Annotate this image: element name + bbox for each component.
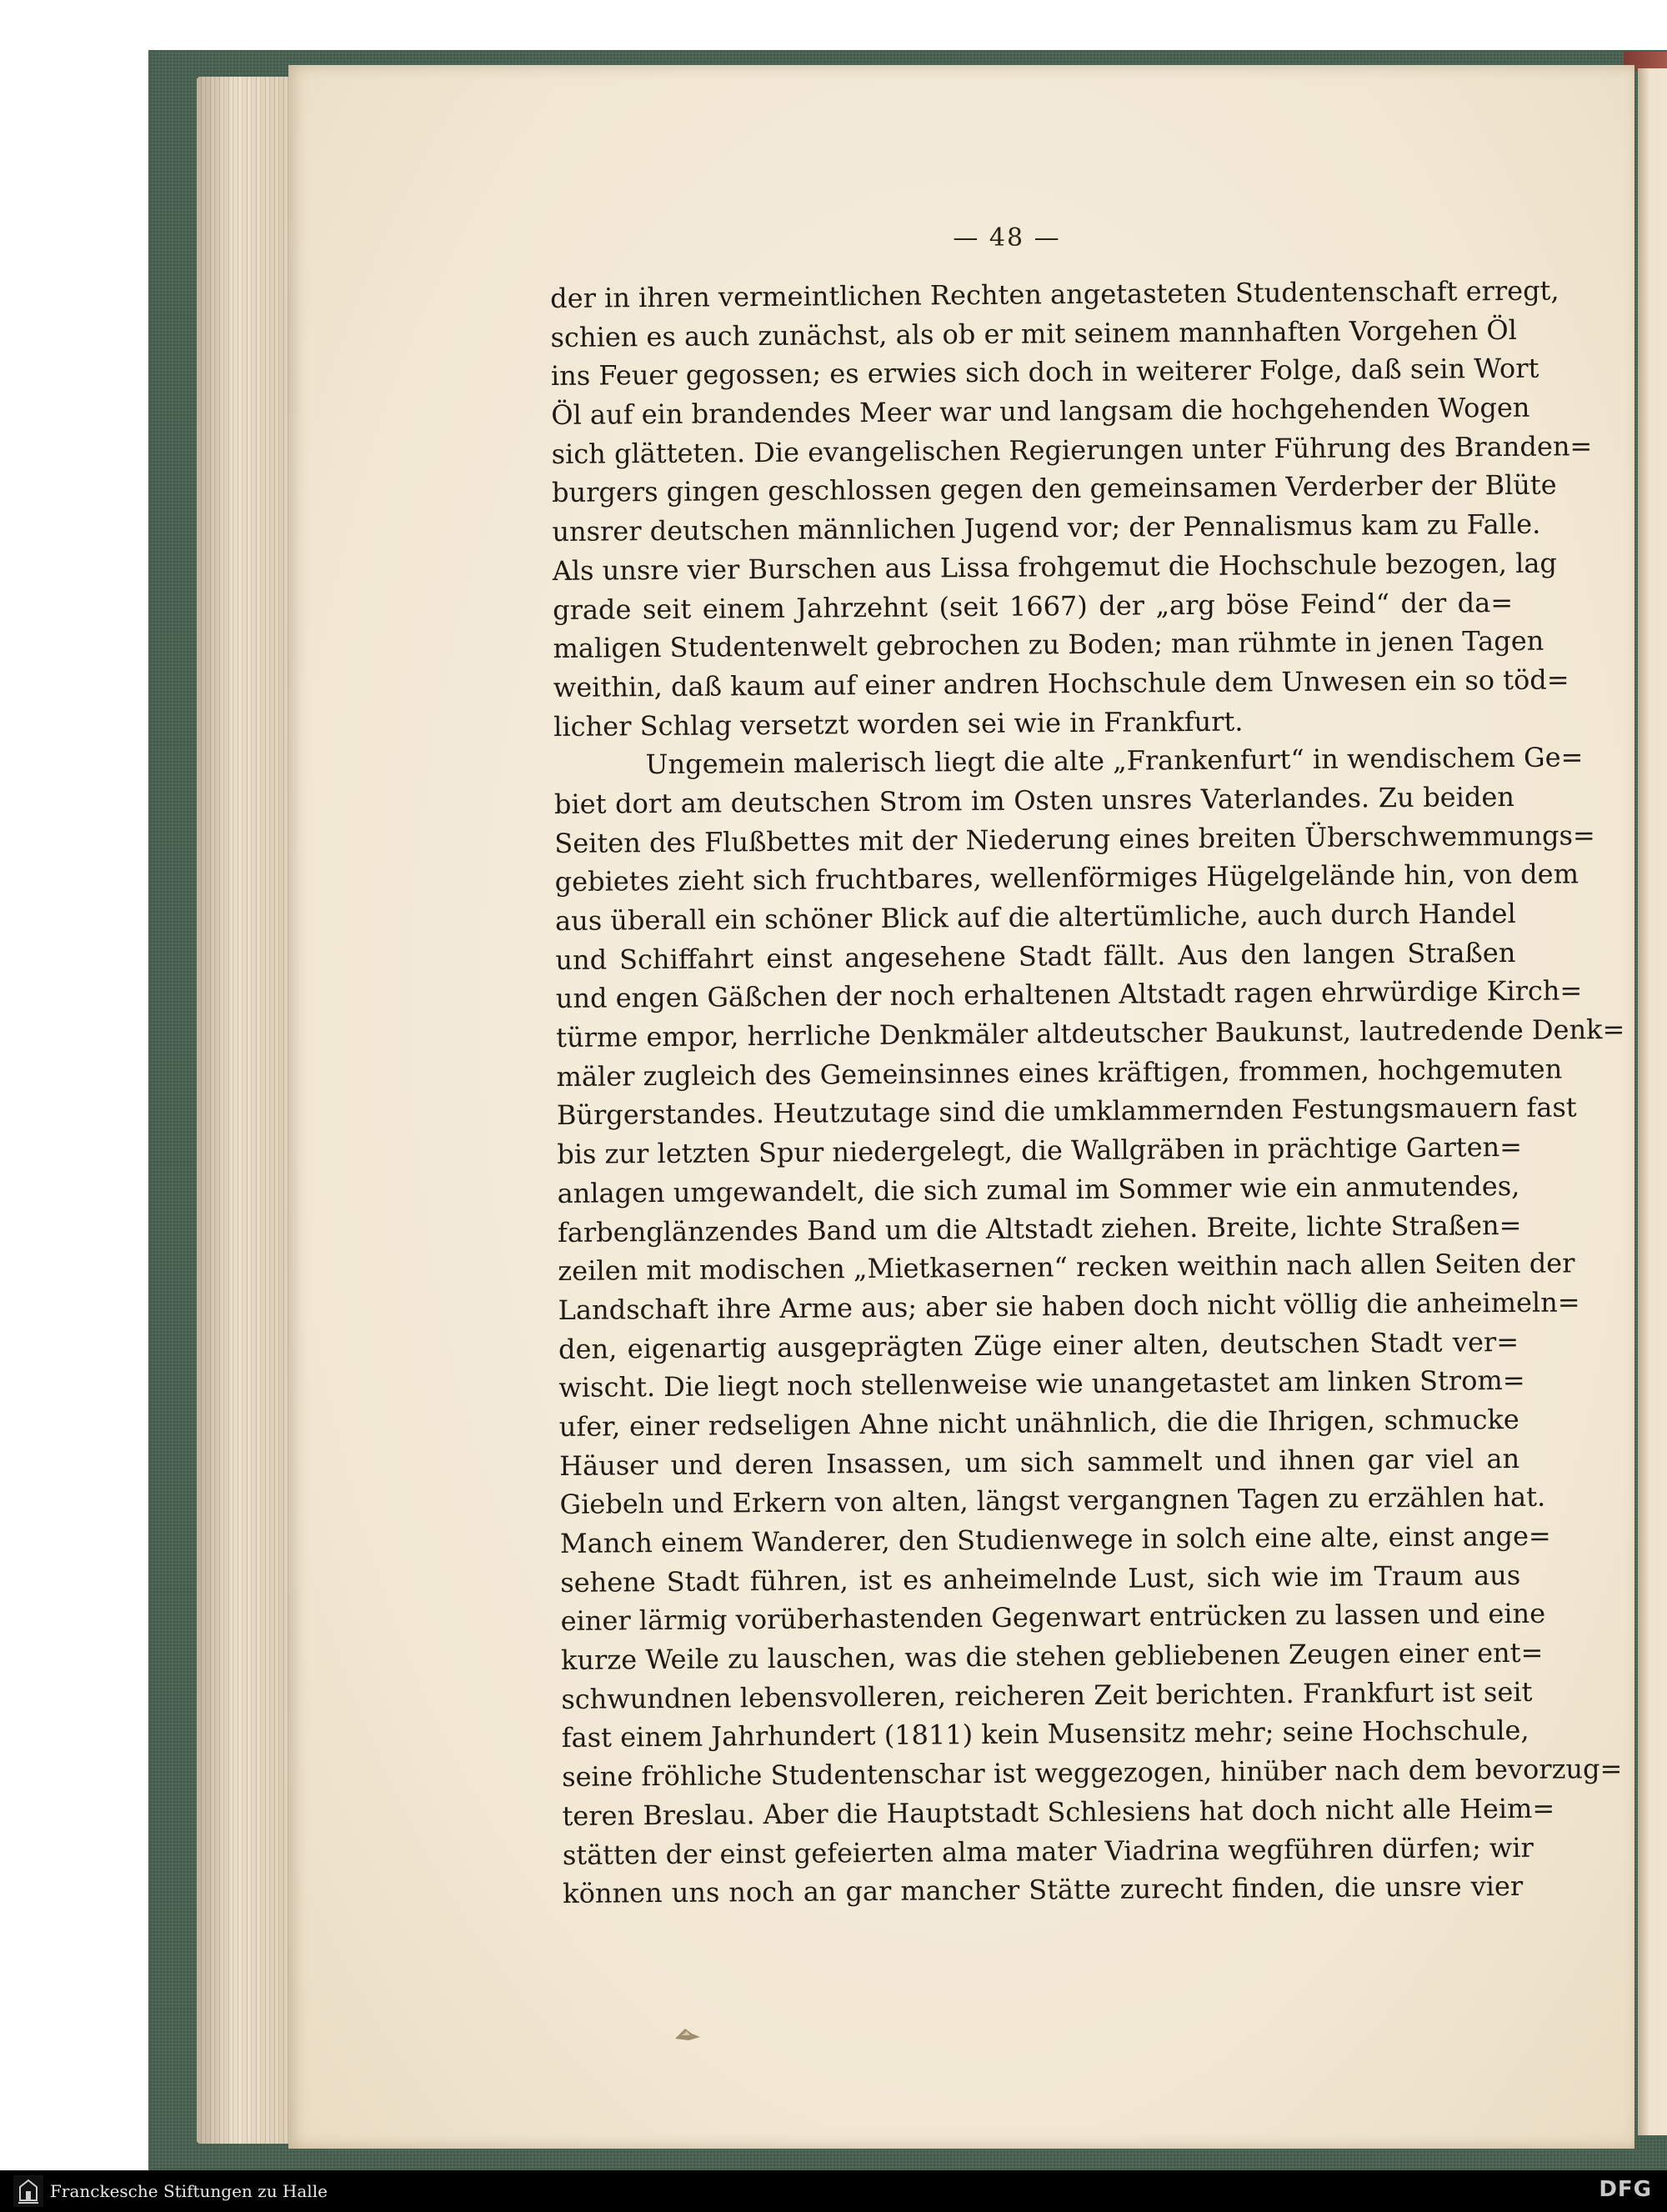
text-line: grade seit einem Jahrzehnt (seit 1667) der „arg böse Feind“ der da= — [552, 586, 1514, 626]
text-line: stätten der einst gefeierten alma mater Viadrina wegführen dürfen; wir — [562, 1831, 1534, 1871]
text-line: teren Breslau. Aber die Hauptstadt Schlesiens hat doch nicht alle Heim= — [562, 1792, 1555, 1832]
text-line: der in ihren vermeintlichen Rechten angetasteten Studentenschaft erregt, — [550, 274, 1559, 314]
page-edges-shadow — [197, 77, 297, 2144]
facing-page-edge — [1638, 68, 1667, 2135]
text-line: seine fröhliche Studentenschar ist weggezogen, hinüber nach dem bevorzug= — [561, 1753, 1623, 1794]
text-line: Häuser und deren Insassen, um sich sammelt und ihnen gar viel an — [559, 1442, 1520, 1482]
text-line: gebietes zieht sich fruchtbares, wellenförmiges Hügelgelände hin, von dem — [554, 858, 1579, 898]
text-line: aus überall ein schöner Blick auf die altertümliche, auch durch Handel — [554, 897, 1516, 937]
text-line: Seiten des Flußbettes mit der Niederung eines breiten Überschwemmungs= — [554, 818, 1595, 859]
paper-smudge — [673, 2025, 702, 2042]
text-line: Manch einem Wanderer, den Studienwege in solch eine alte, einst ange= — [559, 1519, 1551, 1559]
text-line: Giebeln und Erkern von alten, längst vergangnen Tagen zu erzählen hat. — [559, 1480, 1546, 1521]
dfg-badge: DFG — [1599, 2177, 1652, 2202]
text-line: ufer, einer redseligen Ahne nicht unähnlich, die die Ihrigen, schmucke — [558, 1403, 1519, 1443]
text-line: kurze Weile zu lauschen, was die stehen gebliebenen Zeugen einer ent= — [560, 1636, 1544, 1677]
text-line-paragraph-start: Ungemein malerisch liegt die alte „Frankenfurt“ in wendischem Ge= — [645, 741, 1584, 781]
text-line: können uns noch an gar mancher Stätte zurecht finden, die unsre vier — [563, 1870, 1524, 1910]
institution-name: Franckesche Stiftungen zu Halle — [50, 2181, 328, 2201]
text-line: sich glätteten. Die evangelischen Regierungen unter Führung des Branden= — [551, 429, 1593, 470]
text-line: zeilen mit modischen „Mietkasernen“ recken weithin nach allen Seiten der — [558, 1247, 1575, 1288]
text-line: maligen Studentenwelt gebrochen zu Boden; man rühmte in jenen Tagen — [553, 624, 1544, 665]
text-line: Bürgerstandes. Heutzutage sind die umklammernden Festungsmauern fast — [556, 1091, 1577, 1132]
text-line: licher Schlag versetzt worden sei wie in Frankfurt. — [553, 705, 1244, 743]
text-line: weithin, daß kaum auf einer andren Hochschule dem Unwesen ein so töd= — [553, 663, 1569, 703]
text-line: schien es auch zunächst, als ob er mit seinem mannhaften Vorgehen Öl — [550, 313, 1518, 353]
institution-logo-icon — [13, 2175, 43, 2207]
text-line: Landschaft ihre Arme aus; aber sie haben doch nicht völlig die anheimeln= — [558, 1286, 1580, 1326]
text-line: und engen Gäßchen der noch erhaltenen Altstadt ragen ehrwürdige Kirch= — [555, 974, 1583, 1015]
text-line: ins Feuer gegossen; es erwies sich doch in weiterer Folge, daß sein Wort — [550, 353, 1539, 393]
text-line: sehene Stadt führen, ist es anheimelnde Lust, sich wie im Traum aus — [560, 1559, 1521, 1599]
text-line: Öl auf ein brandendes Meer war und langsam die hochgehenden Wogen — [551, 391, 1530, 432]
text-line: wischt. Die liegt noch stellenweise wie unangetastet am linken Strom= — [558, 1364, 1525, 1404]
text-line: fast einem Jahrhundert (1811) kein Musensitz mehr; seine Hochschule, — [561, 1714, 1529, 1754]
text-line: türme empor, herrliche Denkmäler altdeutscher Baukunst, lautredende Denk= — [555, 1013, 1625, 1054]
text-line: unsrer deutschen männlichen Jugend vor; der Pennalismus kam zu Falle. — [552, 508, 1541, 548]
text-line: und Schiffahrt einst angesehene Stadt fällt. Aus den langen Straßen — [555, 936, 1516, 976]
text-line: schwundnen lebensvolleren, reicheren Zeit berichten. Frankfurt ist seit — [561, 1675, 1533, 1715]
body-text — [550, 272, 1625, 1910]
text-line: burgers gingen geschlossen gegen den gemeinsamen Verderber der Blüte — [551, 468, 1557, 509]
text-line: mäler zugleich des Gemeinsinnes eines kräftigen, frommen, hochgemuten — [556, 1053, 1563, 1093]
text-line: einer lärmig vorüberhastenden Gegenwart entrücken zu lassen und eine — [560, 1598, 1546, 1638]
page-number: — 48 — — [953, 223, 1061, 253]
text-line: Als unsre vier Burschen aus Lissa frohgemut die Hochschule bezogen, lag — [552, 547, 1558, 587]
footer-bar — [0, 2170, 1667, 2212]
text-line: bis zur letzten Spur niedergelegt, die Wallgräben in prächtige Garten= — [557, 1131, 1523, 1171]
text-line: biet dort am deutschen Strom im Osten unsres Vaterlandes. Zu beiden — [553, 780, 1515, 820]
text-line: farbenglänzendes Band um die Altstadt ziehen. Breite, lichte Straßen= — [557, 1209, 1522, 1249]
text-line: anlagen umgewandelt, die sich zumal im Sommer wie ein anmutendes, — [557, 1169, 1520, 1209]
text-line: den, eigenartig ausgeprägten Züge einer alten, deutschen Stadt ver= — [558, 1325, 1519, 1365]
